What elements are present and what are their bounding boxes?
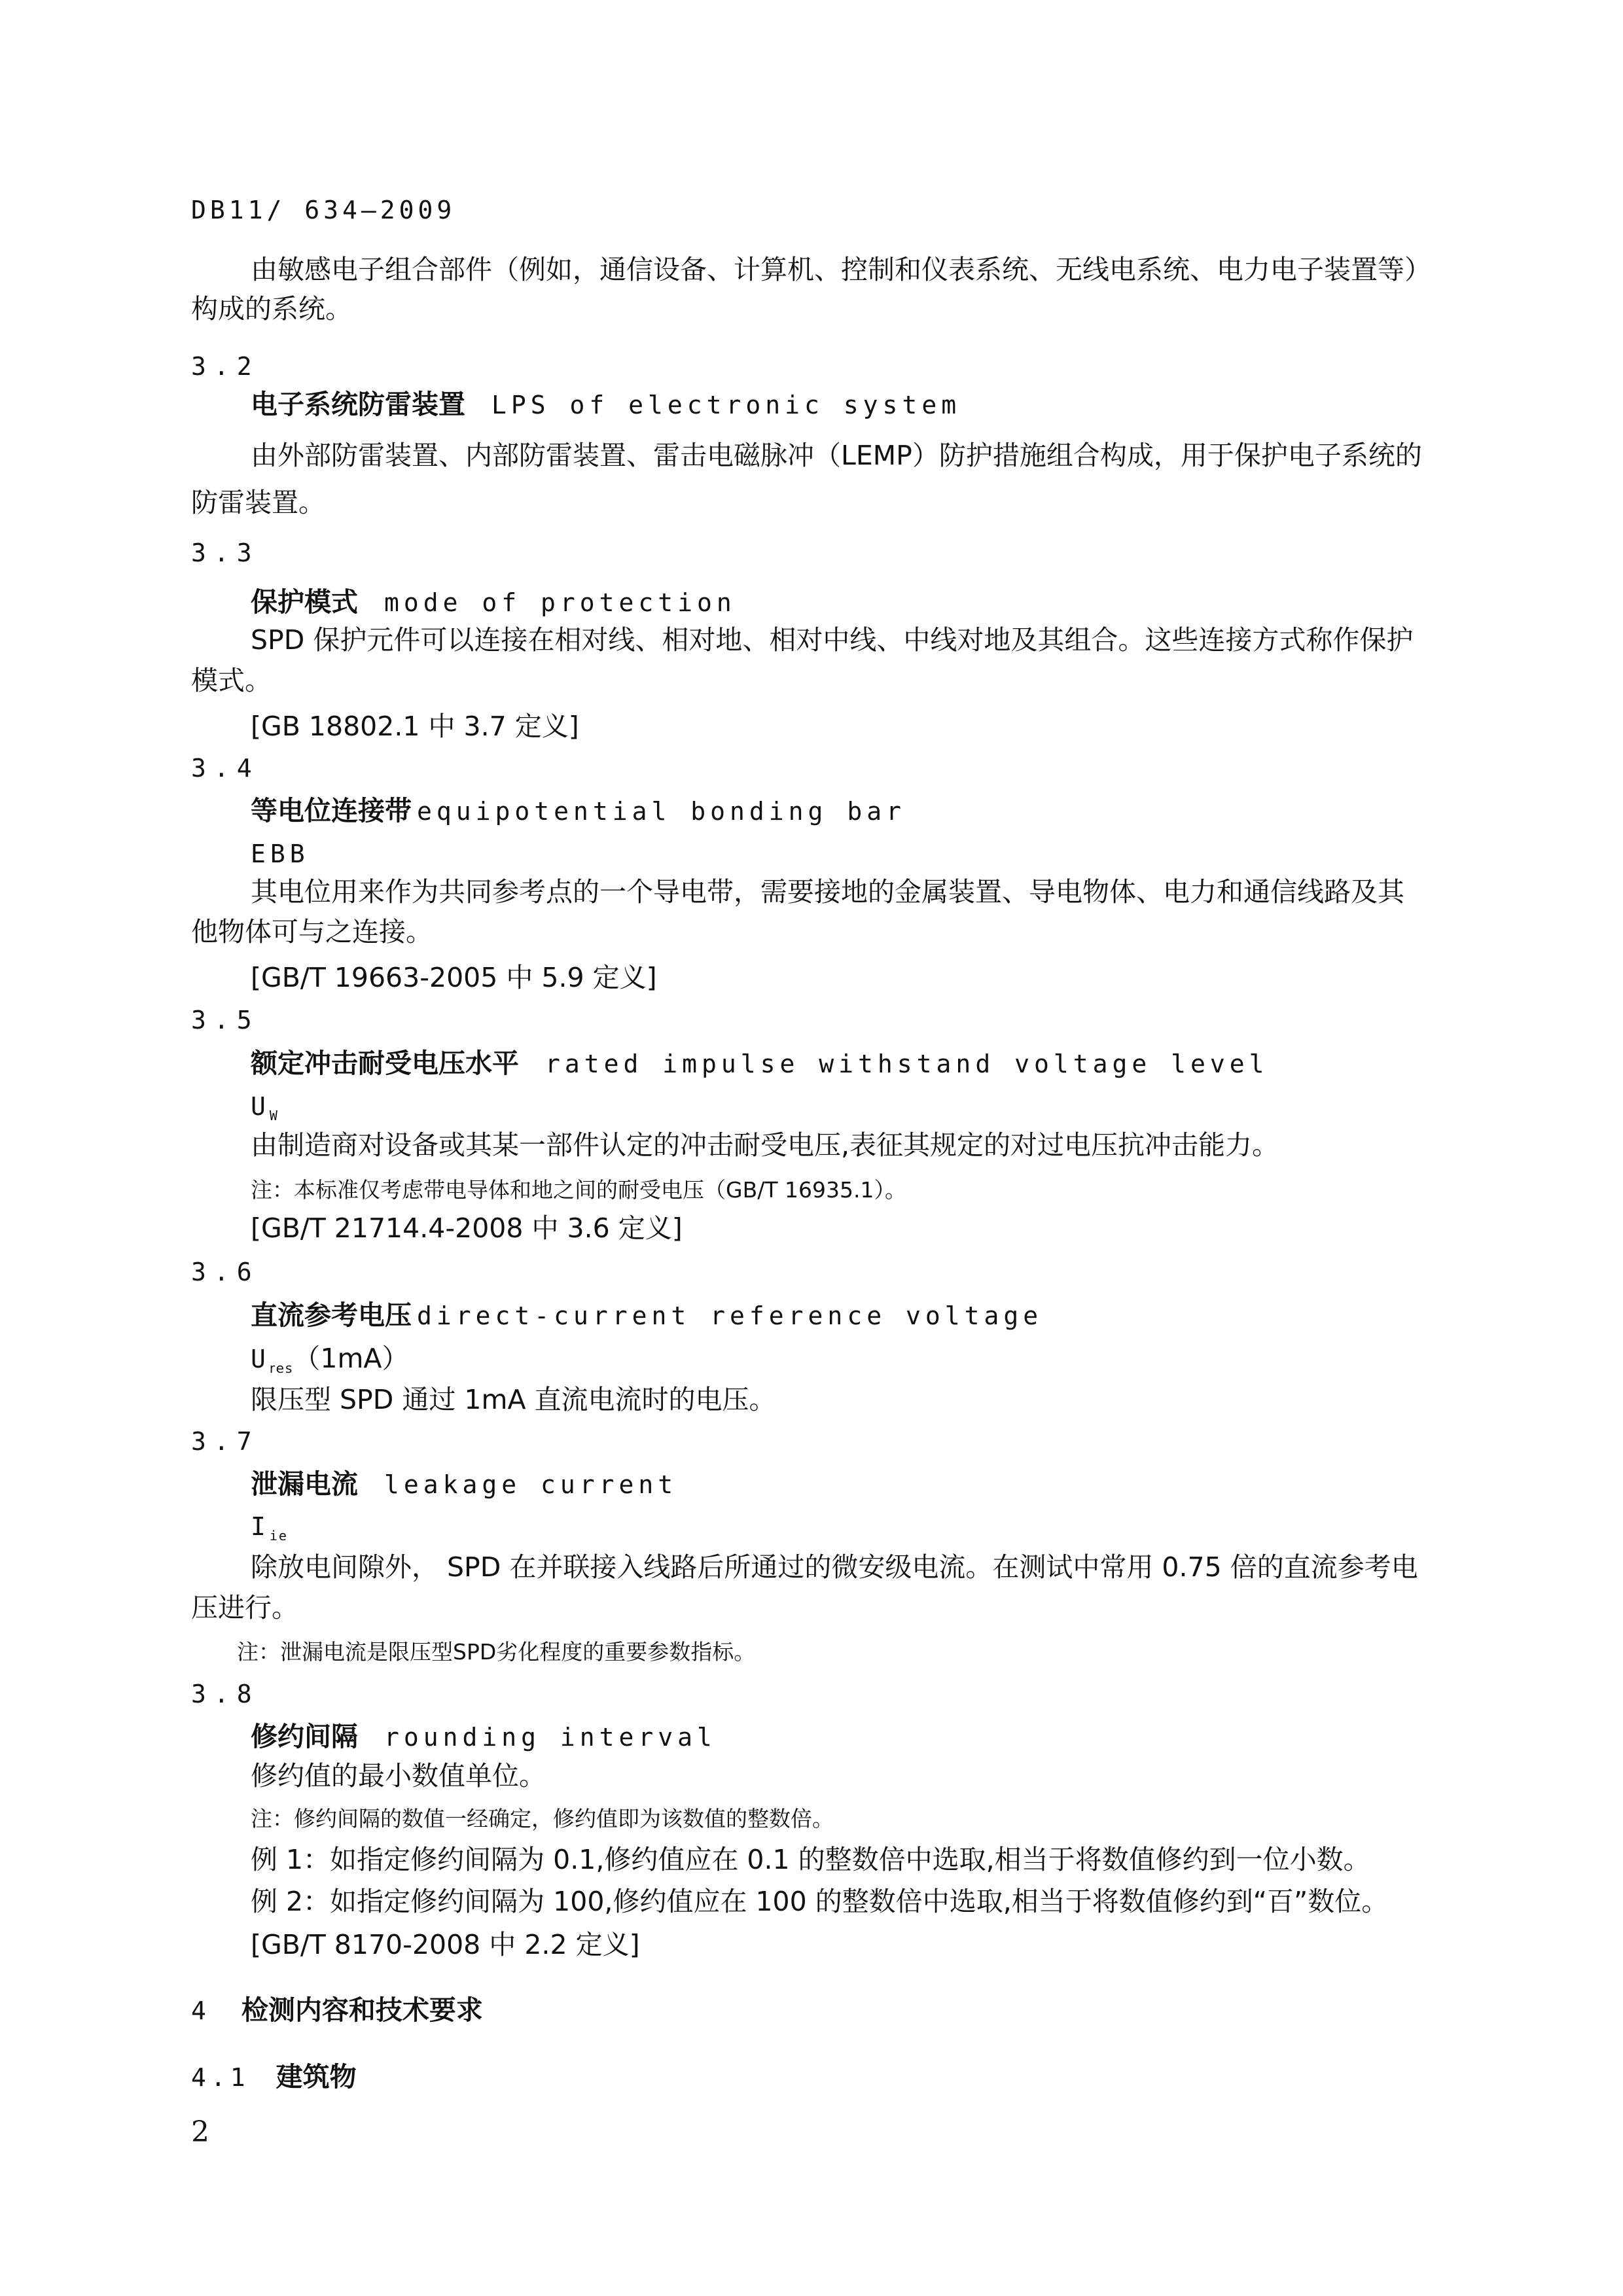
clause-3-4-source: [GB/T 19663-2005 中 5.9 定义] xyxy=(251,962,657,993)
intro-line-1: 由敏感电子组合部件（例如，通信设备、计算机、控制和仪表系统、无线电系统、电力电子装置等） xyxy=(251,254,1431,285)
clause-3-6-number: 3.6 xyxy=(191,1258,260,1286)
section-title: 检测内容和技术要求 xyxy=(241,1994,483,2026)
clause-3-3-source: [GB 18802.1 中 3.7 定义] xyxy=(251,711,579,742)
document-code: DB11/ 634—2009 xyxy=(191,196,456,224)
clause-3-2-term xyxy=(251,391,961,418)
section-4-heading xyxy=(191,1994,483,2026)
clause-3-8-source: [GB/T 8170-2008 中 2.2 定义] xyxy=(251,1929,640,1960)
clause-3-5-note: 注：本标准仅考虑带电导体和地之间的耐受电压（GB/T 16935.1）。 xyxy=(251,1177,906,1203)
clause-3-8-number: 3.8 xyxy=(191,1680,260,1708)
clause-3-4-def-line-1: 其电位用来作为共同参考点的一个导电带，需要接地的金属装置、导电物体、电力和通信线路及其 xyxy=(251,876,1404,908)
symbol-main: U xyxy=(251,1345,270,1373)
term-zh: 修约间隔 xyxy=(251,1721,358,1752)
clause-3-8-term xyxy=(251,1723,717,1750)
intro-line-2: 构成的系统。 xyxy=(191,293,352,325)
clause-3-2-def-line-1: 由外部防雷装置、内部防雷装置、雷击电磁脉冲（LEMP）防护措施组合构成，用于保护电子系统的 xyxy=(251,440,1422,471)
clause-3-4-def-line-2: 他物体可与之连接。 xyxy=(191,916,433,947)
clause-3-3-number: 3.3 xyxy=(191,539,260,567)
clause-3-4-abbreviation: EBB xyxy=(251,839,310,868)
clause-3-2-number: 3.2 xyxy=(191,352,260,381)
term-en: LPS of electronic system xyxy=(491,391,961,419)
symbol-main: U xyxy=(251,1092,270,1121)
clause-3-7-symbol xyxy=(251,1514,288,1542)
clause-3-5-number: 3.5 xyxy=(191,1006,260,1034)
symbol-subscript: res xyxy=(269,1360,294,1376)
term-zh: 额定冲击耐受电压水平 xyxy=(251,1048,519,1079)
clause-3-5-term xyxy=(251,1050,1268,1077)
clause-3-4-term xyxy=(251,795,906,826)
section-number: 4 xyxy=(191,1996,210,2025)
clause-3-4-number: 3.4 xyxy=(191,754,260,783)
clause-3-8-def-line-1: 修约值的最小数值单位。 xyxy=(251,1760,546,1792)
section-title: 建筑物 xyxy=(276,2061,357,2093)
page-number: 2 xyxy=(191,2115,209,2149)
clause-3-6-symbol xyxy=(251,1345,408,1375)
clause-3-7-term xyxy=(251,1468,678,1500)
term-zh: 等电位连接带 xyxy=(251,795,412,826)
clause-3-5-symbol xyxy=(251,1094,279,1122)
clause-3-2-def-line-2: 防雷装置。 xyxy=(191,487,325,518)
term-en: direct-current reference voltage xyxy=(417,1301,1043,1330)
term-en: rounding interval xyxy=(384,1723,717,1752)
clause-3-7-def-line-2: 压进行。 xyxy=(191,1592,298,1623)
clause-3-5-source: [GB/T 21714.4-2008 中 3.6 定义] xyxy=(251,1212,683,1244)
term-zh: 电子系统防雷装置 xyxy=(251,389,465,420)
clause-3-5-def-line-1: 由制造商对设备或其某一部件认定的冲击耐受电压,表征其规定的对过电压抗冲击能力。 xyxy=(251,1129,1279,1161)
clause-3-8-example-1: 例 1：如指定修约间隔为 0.1,修约值应在 0.1 的整数倍中选取,相当于将数值修约到一位小数。 xyxy=(251,1844,1370,1875)
clause-3-7-note: 注：泄漏电流是限压型SPD劣化程度的重要参数指标。 xyxy=(237,1639,756,1665)
symbol-subscript: ie xyxy=(269,1528,288,1544)
clause-3-3-term xyxy=(251,586,736,618)
clause-3-6-def-line-1: 限压型 SPD 通过 1mA 直流电流时的电压。 xyxy=(251,1384,776,1415)
section-4-1-heading xyxy=(191,2061,357,2093)
symbol-suffix: （1mA） xyxy=(293,1343,409,1374)
clause-3-6-term xyxy=(251,1299,1043,1331)
symbol-subscript: W xyxy=(269,1108,279,1123)
term-zh: 直流参考电压 xyxy=(251,1299,412,1331)
term-en: mode of protection xyxy=(384,588,736,617)
term-zh: 泄漏电流 xyxy=(251,1468,358,1500)
term-en: equipotential bonding bar xyxy=(417,797,906,826)
clause-3-7-def-line-1: 除放电间隙外， SPD 在并联接入线路后所通过的微安级电流。在测试中常用 0.75 倍的直流参考电 xyxy=(251,1551,1418,1583)
clause-3-3-def-line-1: SPD 保护元件可以连接在相对线、相对地、相对中线、中线对地及其组合。这些连接方式称作保护 xyxy=(251,624,1414,656)
clause-3-7-number: 3.7 xyxy=(191,1427,260,1456)
term-en: rated impulse withstand voltage level xyxy=(545,1050,1269,1078)
clause-3-8-example-2: 例 2：如指定修约间隔为 100,修约值应在 100 的整数倍中选取,相当于将数值修约到“百”数位。 xyxy=(251,1886,1389,1917)
term-en: leakage current xyxy=(384,1470,678,1499)
clause-3-8-note: 注：修约间隔的数值一经确定，修约值即为该数值的整数倍。 xyxy=(251,1806,834,1831)
symbol-main: I xyxy=(251,1512,270,1541)
clause-3-3-def-line-2: 模式。 xyxy=(191,665,272,696)
term-zh: 保护模式 xyxy=(251,586,358,618)
section-number: 4.1 xyxy=(191,2063,250,2092)
